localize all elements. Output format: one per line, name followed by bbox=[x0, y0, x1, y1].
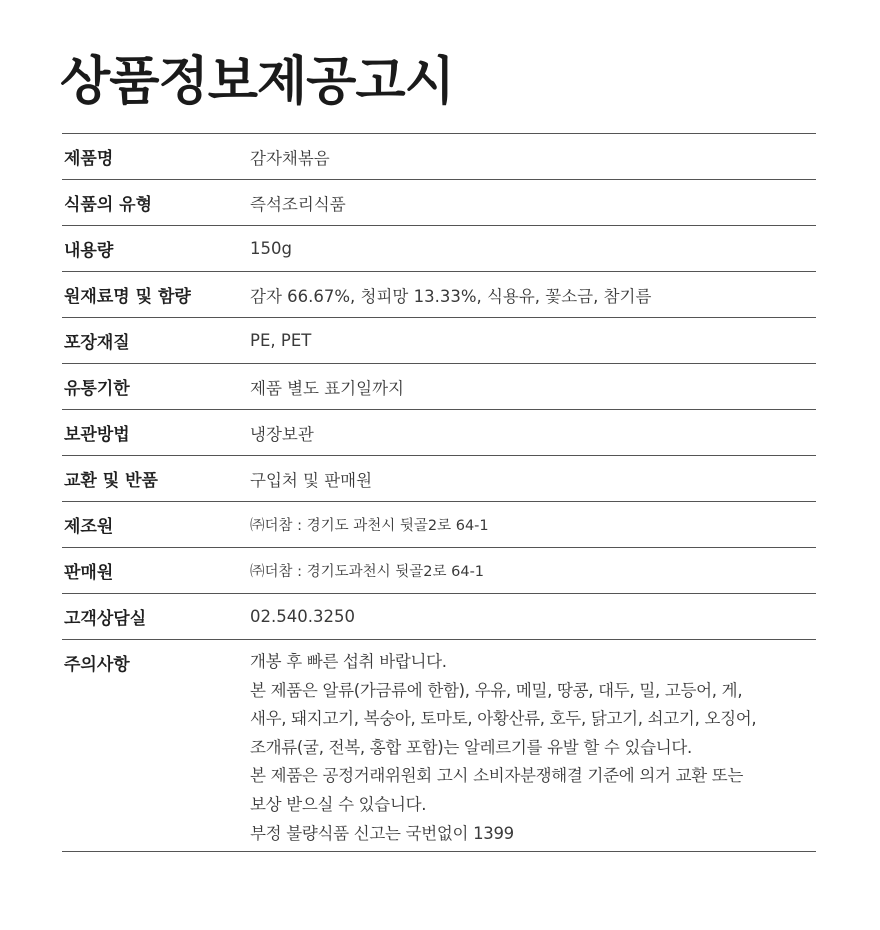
precaution-line: 본 제품은 공정거래위원회 고시 소비자분쟁해결 기준에 의거 교환 또는 bbox=[250, 766, 744, 786]
row-value: 즉석조리식품 bbox=[250, 194, 346, 214]
precaution-line: 새우, 돼지고기, 복숭아, 토마토, 아황산류, 호두, 닭고기, 쇠고기, 오징어, bbox=[250, 709, 757, 729]
row-label: 주의사항 bbox=[64, 655, 130, 675]
page-title: 상품정보제공고시 bbox=[60, 51, 454, 112]
row-label: 유통기한 bbox=[64, 379, 130, 399]
precaution-line: 본 제품은 알류(가금류에 한함), 우유, 메밀, 땅콩, 대두, 밀, 고등어, 게, bbox=[250, 680, 743, 700]
precaution-line: 조개류(굴, 전복, 홍합 포함)는 알레르기를 유발 할 수 있습니다. bbox=[250, 737, 693, 757]
row-value: 구입처 및 판매원 bbox=[250, 470, 373, 490]
precautions-text bbox=[250, 640, 816, 848]
row-value: ㈜더참 : 경기도 과천시 뒷골2로 64-1 bbox=[250, 518, 489, 534]
row-storage bbox=[62, 410, 816, 456]
row-label: 제품명 bbox=[64, 149, 114, 169]
row-value: 감자 66.67%, 청피망 13.33%, 식용유, 꽃소금, 참기름 bbox=[250, 286, 652, 306]
row-food-type bbox=[62, 180, 816, 226]
precaution-line: 개봉 후 빠른 섭취 바랍니다. bbox=[250, 652, 447, 671]
row-distributor bbox=[62, 548, 816, 594]
row-label: 포장재질 bbox=[64, 333, 130, 353]
row-value: 감자채볶음 bbox=[250, 148, 330, 168]
precaution-line: 부정 불량식품 신고는 국번없이 1399 bbox=[250, 823, 514, 843]
row-label: 식품의 유형 bbox=[64, 195, 153, 215]
row-net-weight bbox=[62, 226, 816, 272]
row-exchange-return bbox=[62, 456, 816, 502]
row-precautions bbox=[62, 640, 816, 852]
row-customer-service bbox=[62, 594, 816, 640]
row-ingredients bbox=[62, 272, 816, 318]
row-value: 150g bbox=[250, 239, 292, 258]
product-info-table bbox=[62, 133, 816, 852]
row-value: ㈜더참 : 경기도과천시 뒷골2로 64-1 bbox=[250, 564, 485, 580]
row-label: 원재료명 및 함량 bbox=[64, 287, 191, 307]
row-manufacturer bbox=[62, 502, 816, 548]
row-value: PE, PET bbox=[250, 331, 312, 350]
precaution-line: 보상 받으실 수 있습니다. bbox=[250, 794, 427, 814]
row-label: 고객상담실 bbox=[64, 609, 147, 629]
row-label: 판매원 bbox=[64, 563, 114, 583]
row-label: 교환 및 반품 bbox=[64, 471, 158, 491]
row-value: 02.540.3250 bbox=[250, 607, 355, 626]
row-expiry bbox=[62, 364, 816, 410]
row-label: 내용량 bbox=[64, 241, 114, 261]
row-label: 제조원 bbox=[64, 517, 114, 537]
row-value: 제품 별도 표기일까지 bbox=[250, 378, 404, 398]
row-value: 냉장보관 bbox=[250, 424, 314, 444]
row-product-name bbox=[62, 134, 816, 180]
row-label: 보관방법 bbox=[64, 425, 130, 445]
row-packaging bbox=[62, 318, 816, 364]
